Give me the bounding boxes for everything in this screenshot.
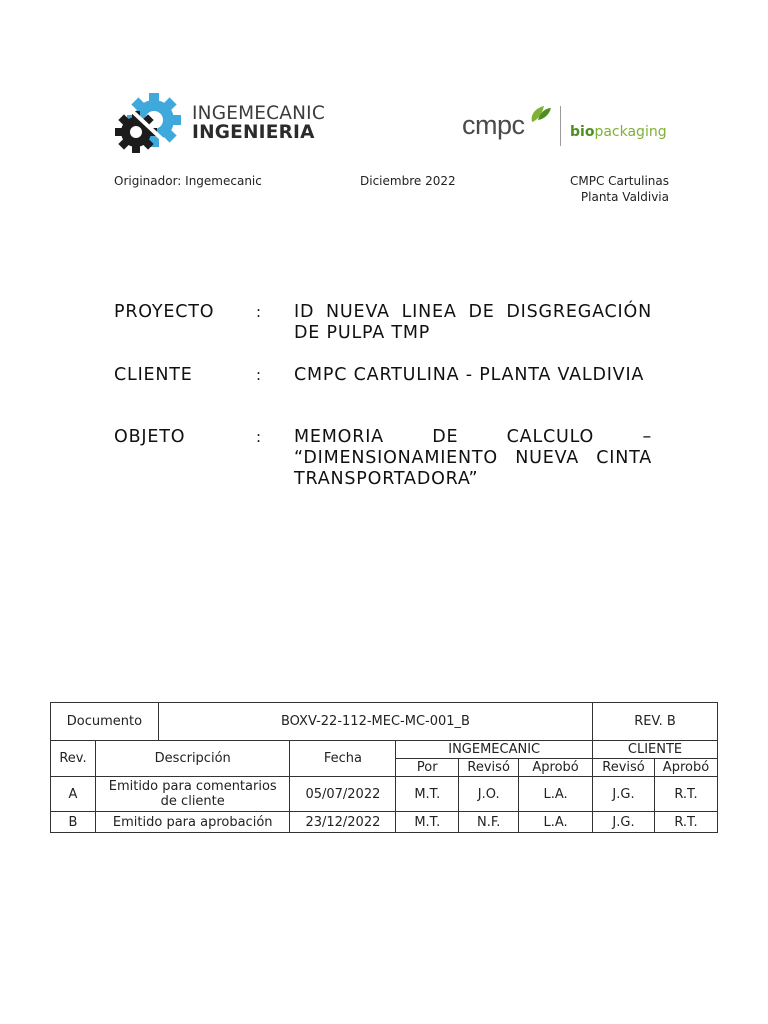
client-colon: : <box>256 366 262 384</box>
row-reviso: J.O. <box>459 777 519 812</box>
object-colon: : <box>256 428 262 446</box>
bio-prefix: bio <box>570 124 595 140</box>
row-description: Emitido para aprobación <box>95 812 290 833</box>
header-row <box>51 741 718 759</box>
leaf-icon <box>528 102 552 124</box>
header-por: Por <box>396 759 459 777</box>
ingemecanic-logo <box>110 90 335 160</box>
project-colon: : <box>256 303 262 321</box>
table-row <box>51 812 718 833</box>
client-value: CMPC CARTULINA - PLANTA VALDIVIA <box>294 365 645 385</box>
row-client-reviso: J.G. <box>593 777 655 812</box>
revision-table <box>50 702 718 833</box>
site-line2: Planta Valdivia <box>580 190 669 204</box>
table-row <box>51 777 718 812</box>
row-description: Emitido para comentarios de cliente <box>95 777 290 812</box>
cmpc-wordmark: cmpc <box>462 110 525 140</box>
logo-divider <box>560 106 561 146</box>
originator: Originador: Ingemecanic <box>114 174 262 188</box>
row-client-reviso: J.G. <box>593 812 655 833</box>
header-date: Fecha <box>290 741 396 777</box>
header-rev: Rev. <box>51 741 96 777</box>
header-ingemecanic: INGEMECANIC <box>396 741 593 759</box>
row-date: 05/07/2022 <box>290 777 396 812</box>
site-line1: CMPC Cartulinas <box>569 174 669 188</box>
row-reviso: N.F. <box>459 812 519 833</box>
header-client-reviso: Revisó <box>593 759 655 777</box>
row-client-aprobo: R.T. <box>654 812 717 833</box>
company-name <box>192 104 325 143</box>
row-date: 23/12/2022 <box>290 812 396 833</box>
row-rev: A <box>51 777 96 812</box>
document-row <box>51 703 718 741</box>
row-aprobo: L.A. <box>519 777 593 812</box>
document-label: Documento <box>51 703 159 741</box>
cmpc-biopackaging-logo <box>458 100 673 152</box>
project-value: ID NUEVA LINEA DE DISGREGACIÓN DE PULPA TMP <box>294 302 652 343</box>
client-label: CLIENTE <box>114 365 193 385</box>
biopackaging-wordmark <box>570 124 667 140</box>
company-name-line2: INGENIERIA <box>192 122 315 144</box>
company-name-line1: INGEMECANIC <box>192 103 325 124</box>
document-code: BOXV-22-112-MEC-MC-001_B <box>158 703 592 741</box>
document-revision: REV. B <box>593 703 718 741</box>
object-label: OBJETO <box>114 427 186 447</box>
header-cliente: CLIENTE <box>593 741 718 759</box>
bio-suffix: packaging <box>594 124 667 140</box>
row-rev: B <box>51 812 96 833</box>
gear-icon <box>110 90 185 160</box>
row-por: M.T. <box>396 812 459 833</box>
project-label: PROYECTO <box>114 302 215 322</box>
header-aprobo: Aprobó <box>519 759 593 777</box>
object-value: MEMORIA DE CALCULO – “DIMENSIONAMIENTO NUEVA CINTA TRANSPORTADORA” <box>294 427 652 489</box>
row-por: M.T. <box>396 777 459 812</box>
site <box>570 173 669 205</box>
row-aprobo: L.A. <box>519 812 593 833</box>
row-client-aprobo: R.T. <box>654 777 717 812</box>
issue-date: Diciembre 2022 <box>360 174 456 188</box>
header-description: Descripción <box>95 741 290 777</box>
header-reviso: Revisó <box>459 759 519 777</box>
header-client-aprobo: Aprobó <box>654 759 717 777</box>
